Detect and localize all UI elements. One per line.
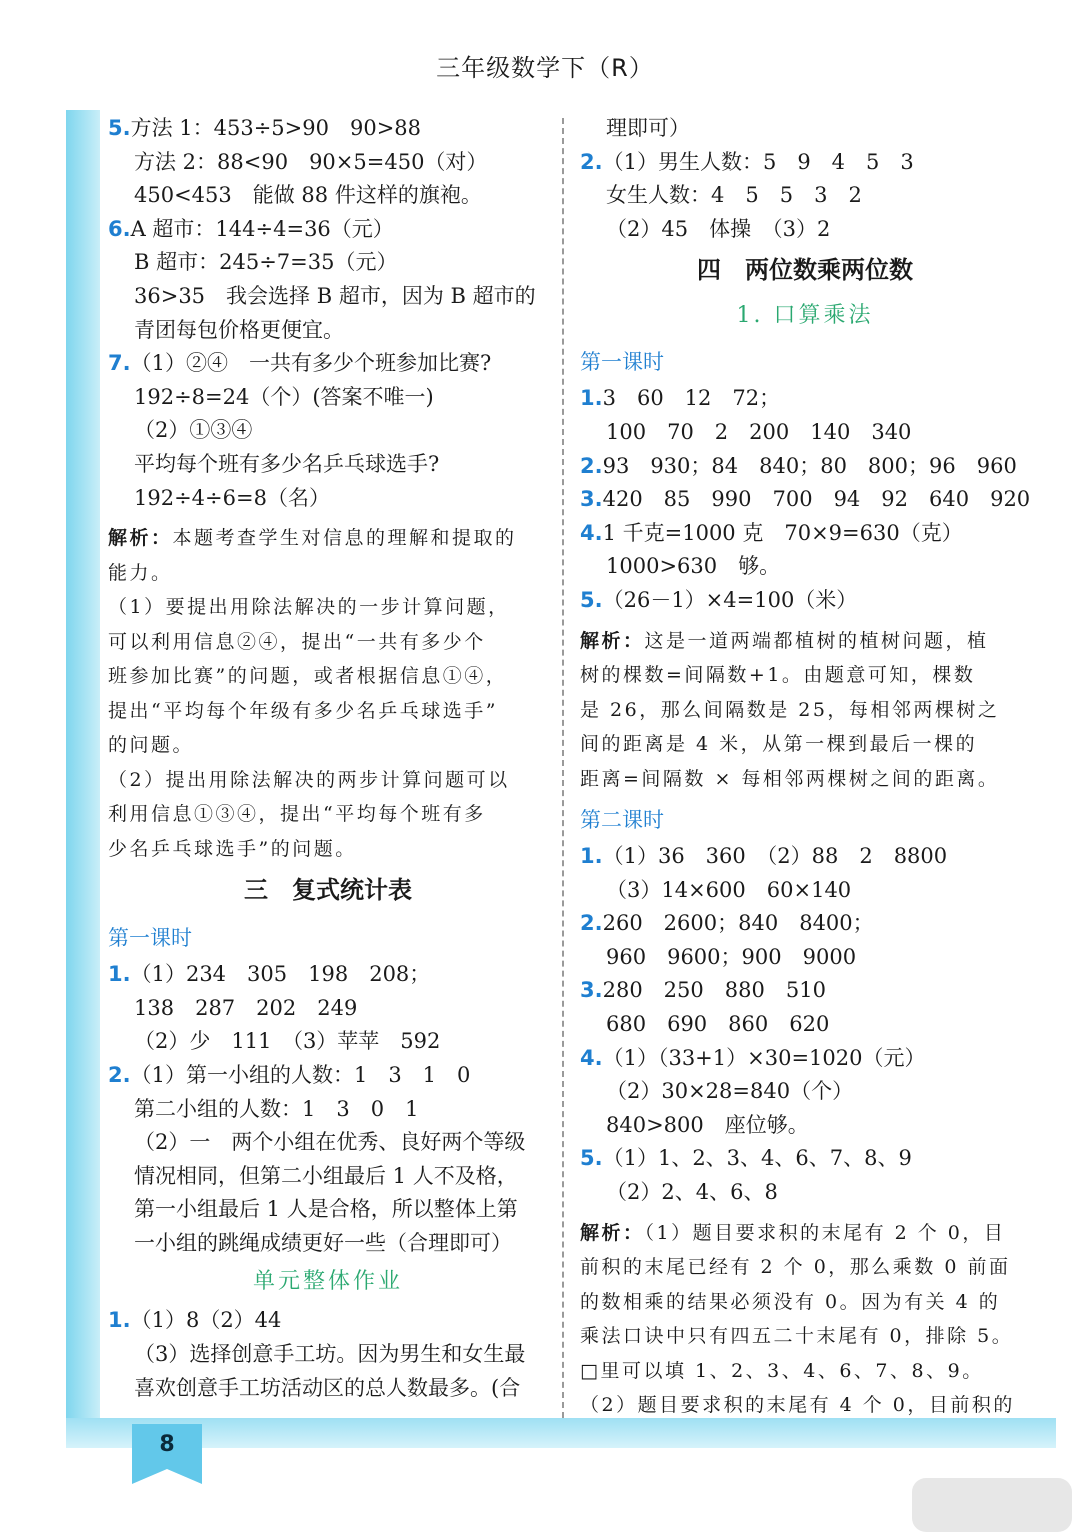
answer-line bbox=[580, 840, 1030, 874]
answer-line bbox=[580, 450, 1030, 484]
answer-text: （2）30×28=840（个） bbox=[606, 1079, 854, 1104]
answer-text: 840>800 座位够。 bbox=[606, 1112, 809, 1137]
answer-line bbox=[108, 482, 548, 516]
answer-text: （2）45 体操 （3）2 bbox=[606, 216, 831, 241]
answer-text: 1000>630 够。 bbox=[606, 554, 781, 579]
answers-c bbox=[580, 840, 1030, 1210]
answer-text: 女生人数：4 5 5 3 2 bbox=[606, 183, 862, 208]
answers-top bbox=[108, 112, 548, 515]
analysis-line: 是 26，那么间隔数是 25，每相邻两棵树之 bbox=[580, 698, 1000, 721]
answer-text: 100 70 2 200 140 340 bbox=[606, 419, 912, 444]
question-number: 4. bbox=[580, 520, 603, 545]
answer-text: 93 930；84 840；80 800；96 960 bbox=[602, 453, 1017, 478]
answer-line bbox=[580, 1176, 1030, 1210]
answer-text: 3 60 12 72； bbox=[602, 386, 781, 411]
question-number: 1. bbox=[108, 962, 131, 987]
subchapter-title: 1. 口算乘法 bbox=[736, 303, 874, 329]
analysis-line: （2）题目要求积的末尾有 4 个 0，目前积的 bbox=[580, 1394, 1015, 1417]
question-number: 2. bbox=[580, 149, 603, 174]
page-header: 三年级数学下（R） bbox=[436, 54, 654, 82]
analysis-line: 解析：这是一道两端都植树的植树问题，植 bbox=[580, 629, 989, 652]
answer-text: （1）234 305 198 208； bbox=[130, 962, 431, 987]
analysis-line: 间的距离是 4 米，从第一棵到最后一棵的 bbox=[580, 733, 978, 756]
analysis-line: 解析：（1）题目要求积的末尾有 2 个 0，目 bbox=[580, 1221, 1006, 1244]
answer-text: 方法 1：453÷5>90 90>88 bbox=[130, 116, 422, 140]
answer-text: （2）2、4、6、8 bbox=[606, 1179, 778, 1204]
question-number: 3. bbox=[580, 487, 603, 512]
analysis-block bbox=[580, 1216, 1030, 1423]
analysis-block bbox=[108, 521, 548, 866]
unit-title: 单元整体作业 bbox=[252, 1269, 403, 1295]
answer-line bbox=[108, 347, 548, 381]
answer-text: 138 287 202 249 bbox=[134, 995, 358, 1020]
question-number: 2. bbox=[580, 453, 603, 478]
answer-line bbox=[580, 1008, 1030, 1042]
answer-line bbox=[108, 1193, 548, 1227]
analysis-line: □里可以填 1、2、3、4、6、7、8、9。 bbox=[580, 1359, 984, 1382]
answer-text: （2）①③④ bbox=[134, 418, 253, 443]
lesson-heading: 第一课时 bbox=[580, 350, 664, 375]
answer-line bbox=[580, 146, 1030, 180]
answer-text: B 超市：245÷7=35（元） bbox=[134, 250, 398, 275]
answer-line bbox=[108, 179, 548, 213]
answers-b bbox=[580, 382, 1030, 617]
answer-line bbox=[108, 1372, 548, 1406]
answer-text: （2）一 两个小组在优秀、良好两个等级 bbox=[134, 1130, 526, 1155]
answer-line bbox=[108, 314, 548, 348]
column-divider bbox=[562, 118, 564, 1418]
answer-text: 960 9600；900 9000 bbox=[606, 944, 857, 969]
question-number: 1. bbox=[580, 386, 603, 411]
answer-line bbox=[580, 1142, 1030, 1176]
question-number: 5. bbox=[580, 587, 603, 612]
analysis-line: 的问题。 bbox=[108, 734, 195, 757]
answer-line bbox=[108, 1059, 548, 1093]
answer-line bbox=[580, 974, 1030, 1008]
question-number: 1. bbox=[580, 844, 603, 869]
answer-line bbox=[108, 1126, 548, 1160]
answer-text: （1）36 360 （2）88 2 8800 bbox=[602, 844, 948, 869]
question-number: 5. bbox=[108, 116, 131, 140]
answer-text: （2）少 111 （3）苹苹 592 bbox=[134, 1029, 441, 1054]
analysis-label: 解析： bbox=[580, 629, 645, 652]
answer-text: （1）②④ 一共有多少个班参加比赛? bbox=[130, 351, 492, 376]
answer-text: 450<453 能做 88 件这样的旗袍。 bbox=[134, 183, 482, 208]
answer-line bbox=[580, 382, 1030, 416]
answer-text: 192÷8=24（个）(答案不唯一) bbox=[134, 384, 434, 409]
answer-line bbox=[580, 907, 1030, 941]
answer-text: 280 250 880 510 bbox=[602, 978, 826, 1003]
answer-line bbox=[580, 874, 1030, 908]
analysis-line: 距离=间隔数 × 每相邻两棵树之间的距离。 bbox=[580, 767, 1000, 790]
page-number: 8 bbox=[159, 1432, 175, 1457]
question-number: 1. bbox=[108, 1308, 131, 1333]
page-border-left bbox=[66, 110, 100, 1430]
answer-line bbox=[580, 517, 1030, 551]
watermark-logo bbox=[912, 1478, 1072, 1532]
answer-text: （1）（33+1）×30=1020（元） bbox=[602, 1045, 926, 1070]
answer-line bbox=[108, 1304, 548, 1338]
question-number: 6. bbox=[108, 216, 131, 241]
answer-line bbox=[108, 146, 548, 180]
chapter-title: 三 复式统计表 bbox=[244, 876, 412, 905]
analysis-label: 解析： bbox=[108, 527, 173, 550]
answer-line bbox=[108, 448, 548, 482]
answer-text: 方法 2：88<90 90×5=450（对） bbox=[134, 149, 488, 174]
answer-text: 260 2600；840 8400； bbox=[602, 911, 874, 936]
answer-line bbox=[580, 941, 1030, 975]
answer-line bbox=[108, 381, 548, 415]
answer-line bbox=[108, 1093, 548, 1127]
answer-text: 喜欢创意手工坊活动区的总人数最多。(合 bbox=[134, 1375, 521, 1400]
question-number: 7. bbox=[108, 351, 131, 376]
answer-line bbox=[108, 992, 548, 1026]
analysis-label: 解析： bbox=[580, 1221, 645, 1244]
analysis-line: 利用信息①③④，提出“平均每个班有多 bbox=[108, 803, 486, 826]
chapter-title: 四 两位数乘两位数 bbox=[697, 256, 913, 285]
answer-line bbox=[108, 112, 548, 146]
answer-text: 青团每包价格更便宜。 bbox=[134, 317, 344, 342]
answer-text: 192÷4÷6=8（名） bbox=[134, 485, 330, 510]
right-column bbox=[580, 112, 1030, 1423]
analysis-line: （2）提出用除法解决的两步计算问题可以 bbox=[108, 768, 510, 791]
answer-line bbox=[108, 1338, 548, 1372]
answer-text: 一小组的跳绳成绩更好一些（合理即可） bbox=[134, 1230, 512, 1255]
answer-text: 第一小组最后 1 人是合格，所以整体上第 bbox=[134, 1197, 518, 1222]
answer-line bbox=[580, 1042, 1030, 1076]
continued-line: 理即可） bbox=[606, 116, 690, 140]
answer-line bbox=[580, 584, 1030, 618]
lesson-heading: 第一课时 bbox=[108, 926, 192, 951]
question-number: 5. bbox=[580, 1146, 603, 1171]
analysis-block bbox=[580, 624, 1030, 797]
answer-text: 36>35 我会选择 B 超市，因为 B 超市的 bbox=[134, 283, 536, 308]
answer-text: （1）8（2）44 bbox=[130, 1308, 282, 1333]
left-column bbox=[108, 112, 548, 1405]
question-number: 2. bbox=[108, 1062, 131, 1087]
answer-line bbox=[580, 416, 1030, 450]
analysis-line: 前积的末尾已经有 2 个 0，那么乘数 0 前面 bbox=[580, 1256, 1011, 1279]
answer-line bbox=[108, 1160, 548, 1194]
answer-line bbox=[580, 1075, 1030, 1109]
analysis-line: 少名乒乓球选手”的问题。 bbox=[108, 837, 357, 860]
answer-line bbox=[108, 958, 548, 992]
answer-line bbox=[108, 213, 548, 247]
question-number: 3. bbox=[580, 978, 603, 1003]
analysis-line: 乘法口诀中只有四五二十末尾有 0，排除 5。 bbox=[580, 1325, 1014, 1348]
answer-line bbox=[108, 1227, 548, 1261]
analysis-line: 的数相乘的结果必须没有 0。因为有关 4 的 bbox=[580, 1290, 1001, 1313]
answer-text: （1）第一小组的人数：1 3 1 0 bbox=[130, 1062, 471, 1087]
answer-line bbox=[580, 179, 1030, 213]
answer-line bbox=[108, 1025, 548, 1059]
answer-line bbox=[580, 550, 1030, 584]
answer-line bbox=[108, 280, 548, 314]
answers-mid bbox=[108, 958, 548, 1260]
analysis-line: 可以利用信息②④，提出“一共有多少个 bbox=[108, 630, 486, 653]
answer-line bbox=[580, 213, 1030, 247]
answer-text: （26－1）×4=100（米） bbox=[602, 587, 858, 612]
question-number: 4. bbox=[580, 1045, 603, 1070]
answer-line bbox=[108, 246, 548, 280]
answers-a bbox=[580, 146, 1030, 247]
answer-text: （3）14×600 60×140 bbox=[606, 877, 852, 902]
answer-text: 1 千克=1000 克 70×9=630（克） bbox=[602, 520, 963, 545]
analysis-line: 提出“平均每个年级有多少名乒乓球选手” bbox=[108, 699, 498, 722]
analysis-line: 树的棵数=间隔数+1。由题意可知，棵数 bbox=[580, 664, 976, 687]
answer-line bbox=[580, 1109, 1030, 1143]
answer-text: （1）1、2、3、4、6、7、8、9 bbox=[602, 1146, 912, 1171]
analysis-line: 班参加比赛”的问题，或者根据信息①④， bbox=[108, 665, 508, 688]
answer-text: 680 690 860 620 bbox=[606, 1012, 830, 1036]
answers-end bbox=[108, 1304, 548, 1405]
answer-text: （1）男生人数：5 9 4 5 3 bbox=[602, 149, 914, 174]
answer-text: 第二小组的人数：1 3 0 1 bbox=[134, 1096, 419, 1121]
analysis-line: 能力。 bbox=[108, 561, 173, 584]
answer-line bbox=[580, 483, 1030, 517]
answer-text: 情况相同，但第二小组最后 1 人不及格， bbox=[134, 1163, 518, 1188]
answer-line bbox=[108, 414, 548, 448]
question-number: 2. bbox=[580, 911, 603, 936]
lesson-heading: 第二课时 bbox=[580, 808, 664, 833]
answer-text: A 超市：144÷4=36（元） bbox=[130, 216, 394, 241]
analysis-line: （1）要提出用除法解决的一步计算问题， bbox=[108, 596, 510, 619]
answer-text: 420 85 990 700 94 92 640 920 bbox=[602, 487, 1031, 512]
answer-text: 平均每个班有多少名乒乓球选手? bbox=[134, 451, 440, 476]
analysis-line: 解析：本题考查学生对信息的理解和提取的 bbox=[108, 527, 517, 550]
answer-text: （3）选择创意手工坊。因为男生和女生最 bbox=[134, 1342, 526, 1367]
